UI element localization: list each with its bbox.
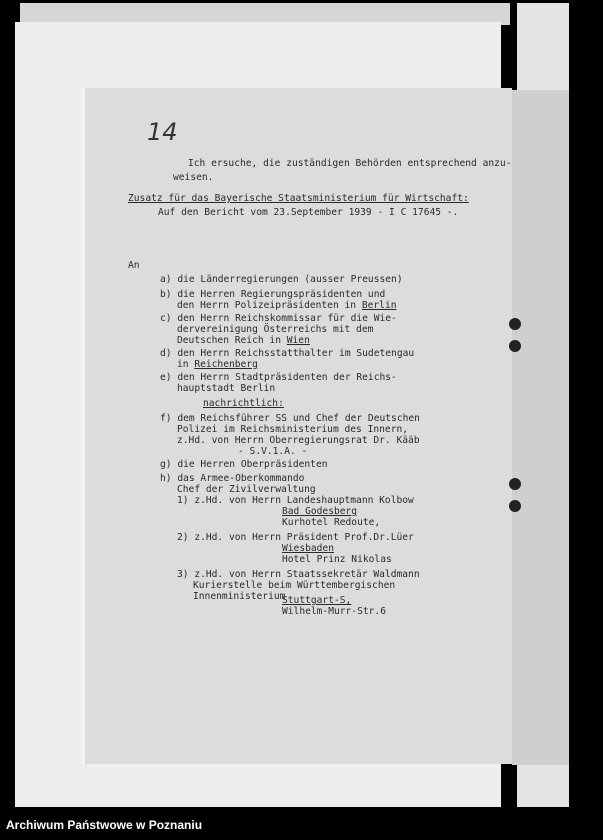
- punch-hole: [509, 318, 521, 330]
- item-e-line-1: e) den Herrn Stadtpräsidenten der Reichs-: [160, 372, 397, 383]
- item-f-line-2: Polizei im Reichsministerium des Innern,: [177, 424, 409, 435]
- item-h-sub-2-hotel: Hotel Prinz Nikolas: [282, 554, 392, 565]
- item-h-sub-3-line-3: Innenministerium: [193, 591, 286, 602]
- punch-hole: [509, 478, 521, 490]
- item-d-line-2: in Reichenberg: [177, 359, 258, 370]
- item-h-sub-3-street: Wilhelm-Murr-Str.6: [282, 606, 386, 617]
- intro-line-2: weisen.: [173, 172, 214, 183]
- item-f-line-1: f) dem Reichsführer SS und Chef der Deutschen: [160, 413, 420, 424]
- item-e-line-2: hauptstadt Berlin: [177, 383, 276, 394]
- nachrichtlich-label: nachrichtlich:: [203, 398, 284, 409]
- item-b-line-1: b) die Herren Regierungspräsidenten und: [160, 289, 386, 300]
- item-f-line-4: - S.V.1.A. -: [238, 446, 308, 457]
- item-h-sub-1: 1) z.Hd. von Herrn Landeshauptmann Kolbow: [177, 495, 414, 506]
- zusatz-heading: Zusatz für das Bayerische Staatsministerium für Wirtschaft:: [128, 193, 469, 204]
- item-h-sub-1-city: Bad Godesberg: [282, 506, 358, 517]
- punch-hole: [509, 340, 521, 352]
- item-c-line-2: dervereinigung Österreichs mit dem: [177, 324, 374, 335]
- item-h-sub-3: 3) z.Hd. von Herrn Staatssekretär Waldmann: [177, 569, 420, 580]
- an-label: An: [128, 260, 140, 271]
- item-a: a) die Länderregierungen (ausser Preussen): [160, 274, 403, 285]
- document-page: [85, 88, 512, 764]
- item-g: g) die Herren Oberpräsidenten: [160, 459, 328, 470]
- item-c-line-3: Deutschen Reich in Wien: [177, 335, 310, 346]
- intro-line-1: Ich ersuche, die zuständigen Behörden entsprechend anzu-: [188, 158, 512, 169]
- item-f-line-3: z.Hd. von Herrn Oberregierungsrat Dr. Kääb: [177, 435, 420, 446]
- item-d-line-1: d) den Herrn Reichsstatthalter im Sudetengau: [160, 348, 415, 359]
- item-h-line-1: h) das Armee-Oberkommando: [160, 473, 305, 484]
- item-h-sub-2: 2) z.Hd. von Herrn Präsident Prof.Dr.Lüer: [177, 532, 414, 543]
- item-b-line-2: den Herrn Polizeipräsidenten in Berlin: [177, 300, 397, 311]
- item-h-sub-1-hotel: Kurhotel Redoute,: [282, 517, 381, 528]
- item-h-sub-2-city: Wiesbaden: [282, 543, 334, 554]
- item-c-line-1: c) den Herrn Reichskommissar für die Wie-: [160, 313, 397, 324]
- zusatz-reference: Auf den Bericht vom 23.September 1939 - I C 17645 -.: [158, 207, 459, 218]
- punch-hole: [509, 500, 521, 512]
- item-h-line-2: Chef der Zivilverwaltung: [177, 484, 316, 495]
- handwritten-page-number: 14: [147, 118, 178, 146]
- item-h-sub-3-city: Stuttgart-S,: [282, 595, 352, 606]
- item-h-sub-3-line-2: Kurierstelle beim Württembergischen: [193, 580, 396, 591]
- archive-footer: Archiwum Państwowe w Poznaniu: [6, 818, 203, 832]
- background-sheet-right-inner: [512, 90, 569, 765]
